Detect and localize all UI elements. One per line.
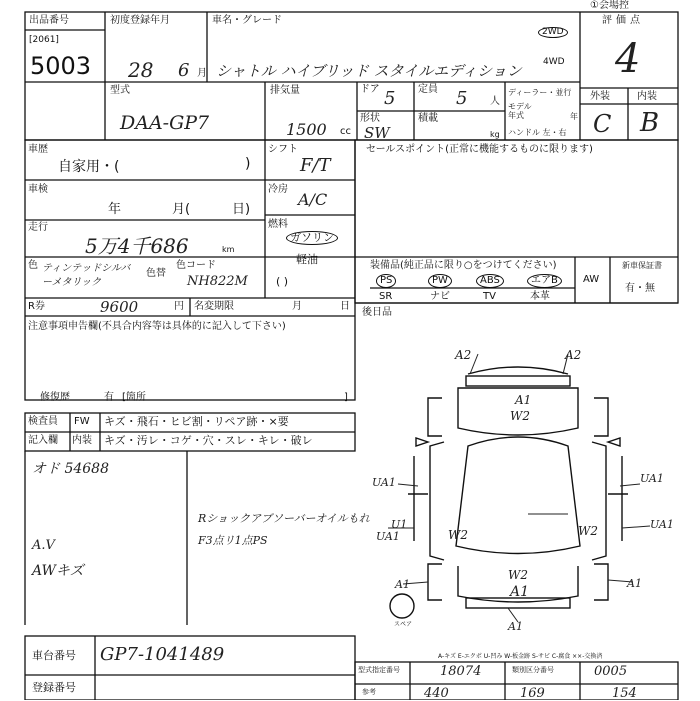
reg-year: 28 xyxy=(128,58,154,82)
repair-close: ] xyxy=(344,392,348,403)
spare-label: スペア xyxy=(394,621,413,628)
warranty-label: 新車保証書 xyxy=(622,261,662,270)
int-label: 内装 xyxy=(637,91,657,102)
aircon-label: 冷房 xyxy=(268,184,288,195)
history-close: ) xyxy=(245,156,251,172)
color-code-value: NH822M xyxy=(187,274,248,289)
eval-score: 4 xyxy=(615,36,641,82)
inspector-interior: 内装 xyxy=(72,435,92,446)
aircon-value: A/C xyxy=(298,190,328,209)
mark-ua1-left-rear: UA1 xyxy=(376,530,400,543)
mark-a1-right-rear: A1 xyxy=(627,577,642,590)
fuel-diesel: 軽油 xyxy=(296,253,318,266)
chassis-label: 車台番号 xyxy=(32,649,76,662)
mark-a2-right: A2 xyxy=(565,348,582,362)
handle-label: ハンドル 左・右 xyxy=(508,128,567,137)
equipment-label: 装備品(純正品に限り○をつけてください) xyxy=(370,260,557,271)
inspector-row2: キズ・汚レ・コゲ・穴・スレ・キレ・破レ xyxy=(104,434,313,447)
shape-label: 形状 xyxy=(360,113,380,124)
venue-mark: ①会場控 xyxy=(590,0,629,11)
cls-value: 0005 xyxy=(594,664,628,679)
transfer-label: 名変期限 xyxy=(194,301,234,312)
color-code-label: 色コード xyxy=(176,260,216,271)
recycle-unit: 円 xyxy=(174,301,184,312)
mark-u1-left: U1 xyxy=(391,518,408,531)
reg-month: 6 xyxy=(178,60,190,81)
shaken-year: 年 xyxy=(108,202,122,217)
name-label: 車名・グレード xyxy=(212,15,282,26)
cls-label: 類別区分番号 xyxy=(512,666,554,674)
color-value: ティンテッドシルバーメタリック xyxy=(42,263,131,288)
fuel-label: 燃料 xyxy=(268,219,288,230)
history-value: 自家用・( xyxy=(58,159,120,175)
repair-has: 有 xyxy=(104,392,114,403)
mark-ua1-right-rear: UA1 xyxy=(650,518,674,531)
color-change-label: 色替 xyxy=(146,268,166,279)
equip-tv: TV xyxy=(483,291,496,302)
inspector-row1: キズ・飛石・ヒビ割・リペア跡・×要 xyxy=(104,415,289,428)
mark-a1-hood: A1 xyxy=(515,393,532,407)
shaken-label: 車検 xyxy=(28,184,48,195)
shaken-day: 日) xyxy=(232,202,251,217)
mark-w2-hood: W2 xyxy=(510,409,530,423)
cert-label: 型式指定番号 xyxy=(358,666,400,674)
mark-a1-rear: A1 xyxy=(510,584,530,600)
mileage-label: 走行 xyxy=(28,222,48,233)
month-char: 月 xyxy=(197,68,207,79)
cert-value: 18074 xyxy=(440,664,482,679)
shaken-month: 月( xyxy=(172,202,191,217)
drive-2wd: 2WD xyxy=(538,27,568,38)
chassis-value: GP7-1041489 xyxy=(100,644,225,665)
ext-grade: C xyxy=(593,110,612,138)
ext-label: 外装 xyxy=(590,91,610,102)
shift-label: シフト xyxy=(268,144,298,155)
cc-unit: cc xyxy=(340,126,351,137)
equip-airbag: エアB xyxy=(527,274,562,288)
transfer-month: 月 xyxy=(292,301,302,312)
eval-label: 評価点 xyxy=(602,15,644,26)
first-reg-label: 初度登録年月 xyxy=(110,15,170,26)
model-year-unit: 年 xyxy=(570,112,578,121)
lot-label: 出品番号 xyxy=(29,15,69,26)
doors-label: ドア xyxy=(360,84,380,95)
repair-place: [箇所 xyxy=(122,392,146,403)
equip-navi: ナビ xyxy=(430,291,450,302)
equip-ps: PS xyxy=(376,274,396,288)
repair-label: 修復歴 xyxy=(40,392,70,403)
mark-w2-rear: W2 xyxy=(508,568,528,582)
recycle-label: R券 xyxy=(28,301,45,312)
note-av: A.V xyxy=(32,538,55,553)
equip-leather: 本革 xyxy=(530,291,550,302)
load-label: 積載 xyxy=(418,113,438,124)
car-name: シャトル ハイブリッド スタイルエディション xyxy=(216,62,522,80)
damage-legend: A-キズ E-エクボ U-凹み W-板金跡 S-サビ C-腐食 ××-交換済 xyxy=(438,653,603,660)
int-grade: B xyxy=(640,108,660,138)
cap-value: 5 xyxy=(456,88,468,109)
dealer-label: ディーラー・並行 xyxy=(508,88,572,97)
load-unit: kg xyxy=(490,130,500,139)
model-label: 型式 xyxy=(110,85,130,96)
cap-unit: 人 xyxy=(490,96,500,107)
note-odo: オド 54688 xyxy=(32,461,109,477)
fuel-gasoline: ガソリン xyxy=(286,231,338,245)
notes-label: 注意事項申告欄(不具合内容等は具体的に記入して下さい) xyxy=(28,321,286,332)
equip-sr: SR xyxy=(379,291,393,302)
hgt-value: 154 xyxy=(612,686,637,701)
note-shock: Rショックアブソーバーオイルもれ xyxy=(198,512,370,525)
reg-label: 登録番号 xyxy=(32,681,76,694)
lot-number: 5003 xyxy=(30,52,92,80)
drive-4wd: 4WD xyxy=(543,57,565,67)
model-year-label: モデル年式 xyxy=(508,102,532,120)
inspector-fw: FW xyxy=(74,416,90,427)
entry-label: 記入欄 xyxy=(28,435,58,446)
rear-seat-label: 後日品 xyxy=(362,307,392,318)
len-value: 440 xyxy=(424,686,449,701)
note-aw: AWキズ xyxy=(32,563,84,579)
mark-a2-left: A2 xyxy=(455,348,472,362)
shape-value: SW xyxy=(364,124,390,142)
shift-value: F/T xyxy=(300,155,331,176)
color-label: 色 xyxy=(28,260,38,271)
warranty-value: 有・無 xyxy=(625,283,655,294)
cc-value: 1500 xyxy=(286,120,327,139)
transfer-day: 日 xyxy=(340,301,350,312)
mark-ua1-left-front: UA1 xyxy=(372,476,396,489)
sales-label: セールスポイント(正常に機能するものに限ります) xyxy=(366,144,593,155)
mark-w2-right: W2 xyxy=(578,524,598,538)
cc-label: 排気量 xyxy=(270,85,300,96)
dims-label: 参考 xyxy=(362,688,376,696)
equip-abs: ABS xyxy=(476,274,504,288)
mark-w2-left: W2 xyxy=(448,528,468,542)
mileage-unit: km xyxy=(222,245,235,254)
equip-pw: PW xyxy=(428,274,452,288)
mileage-value: 5万4千686 xyxy=(85,234,189,258)
cap-label: 定員 xyxy=(418,84,438,95)
note-points: F3点リ1点PS xyxy=(198,534,268,547)
doors-value: 5 xyxy=(384,88,396,109)
mark-a1-left-rear: A1 xyxy=(395,578,410,591)
history-label: 車歴 xyxy=(28,144,48,155)
inspector-label: 検査員 xyxy=(28,416,58,427)
recycle-value: 9600 xyxy=(100,298,139,316)
mark-ua1-right-front: UA1 xyxy=(640,472,664,485)
fuel-paren: ( ) xyxy=(276,275,289,288)
equip-aw: AW xyxy=(583,274,600,285)
mark-a1-bumper: A1 xyxy=(508,620,523,633)
model-code: DAA-GP7 xyxy=(120,112,210,134)
wid-value: 169 xyxy=(520,686,545,701)
lot-sub: [2061] xyxy=(29,35,59,45)
